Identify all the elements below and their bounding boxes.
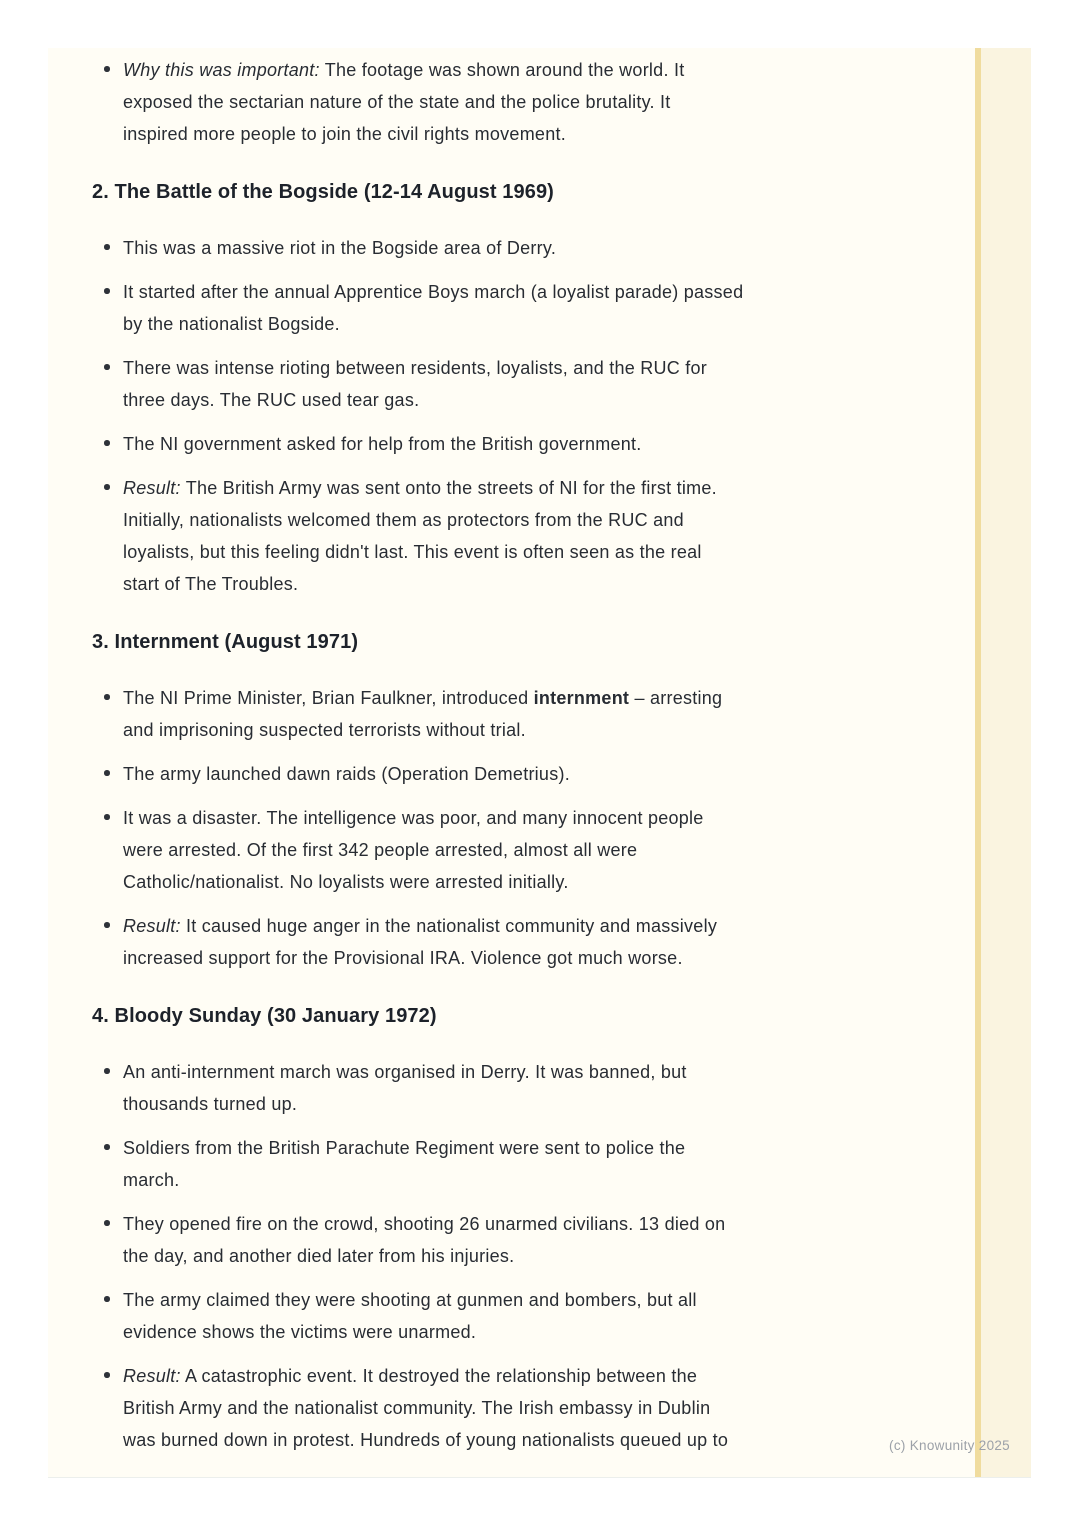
bullet-line	[123, 834, 1031, 866]
bullet-line	[123, 942, 1031, 974]
bullet-line	[123, 118, 1031, 150]
bullet-line	[123, 54, 1031, 86]
bullet-item	[123, 1132, 1031, 1196]
bullet-item	[123, 1284, 1031, 1348]
bullet-dot-icon	[104, 1068, 110, 1074]
bullet-line	[123, 536, 1031, 568]
bullet-dot-icon	[104, 1220, 110, 1226]
bullet-item	[123, 352, 1031, 416]
bullet-dot-icon	[104, 288, 110, 294]
text-segment: The footage was shown around the world. It	[319, 60, 685, 80]
bullet-line	[123, 352, 1031, 384]
text-segment: Soldiers from the British Parachute Regiment were sent to police the	[123, 1138, 686, 1158]
text-segment: British Army and the nationalist community. The Irish embassy in Dublin	[123, 1398, 711, 1418]
bullet-dot-icon	[104, 922, 110, 928]
bullet-dot-icon	[104, 364, 110, 370]
text-segment: was burned down in protest. Hundreds of young nationalists queued up to	[123, 1430, 729, 1450]
bullet-line	[123, 1208, 1031, 1240]
text-segment: The British Army was sent onto the streets of NI for the first time.	[180, 478, 717, 498]
bullet-item	[123, 232, 1031, 264]
text-segment: Result:	[123, 916, 181, 936]
bullet-line	[123, 1360, 1031, 1392]
bullet-item	[123, 428, 1031, 460]
text-segment: Result:	[123, 478, 181, 498]
bullet-list	[92, 232, 1031, 612]
bullet-list	[92, 54, 1031, 162]
text-segment: were arrested. Of the first 342 people arrested, almost all were	[123, 840, 638, 860]
bullet-line	[123, 714, 1031, 746]
text-segment: The NI Prime Minister, Brian Faulkner, introduced	[123, 688, 534, 708]
bullet-line	[123, 1132, 1031, 1164]
text-segment: The army launched dawn raids (Operation Demetrius).	[123, 764, 570, 784]
bullet-dot-icon	[104, 440, 110, 446]
bullet-dot-icon	[104, 694, 110, 700]
bullet-list	[92, 1056, 1031, 1468]
bullet-line	[123, 308, 1031, 340]
bullet-line	[123, 1056, 1031, 1088]
text-segment: march.	[123, 1170, 180, 1190]
bullet-line	[123, 682, 1031, 714]
bullet-dot-icon	[104, 484, 110, 490]
text-segment: This was a massive riot in the Bogside area of Derry.	[123, 238, 557, 258]
text-segment: Why this was important:	[123, 60, 320, 80]
bullet-dot-icon	[104, 1144, 110, 1150]
bullet-item	[123, 1056, 1031, 1120]
bullet-line	[123, 428, 1031, 460]
text-segment: It was a disaster. The intelligence was poor, and many innocent people	[123, 808, 704, 828]
bullet-line	[123, 1164, 1031, 1196]
text-segment: Result:	[123, 1366, 181, 1386]
section-heading: 3. Internment (August 1971)	[92, 631, 359, 653]
bullet-line	[123, 758, 1031, 790]
bullet-dot-icon	[104, 244, 110, 250]
section-heading: 2. The Battle of the Bogside (12-14 August 1969)	[92, 181, 554, 203]
text-segment: the day, and another died later from his injuries.	[123, 1246, 515, 1266]
text-segment: Catholic/nationalist. No loyalists were arrested initially.	[123, 872, 569, 892]
bullet-dot-icon	[104, 1372, 110, 1378]
text-segment: The NI government asked for help from the British government.	[123, 434, 642, 454]
text-segment: increased support for the Provisional IRA. Violence got much worse.	[123, 948, 683, 968]
bullet-dot-icon	[104, 770, 110, 776]
text-segment: A catastrophic event. It destroyed the relationship between the	[180, 1366, 698, 1386]
bullet-item	[123, 910, 1031, 974]
bullet-line	[123, 384, 1031, 416]
bullet-item	[123, 682, 1031, 746]
bullet-line	[123, 866, 1031, 898]
text-segment: There was intense rioting between residents, loyalists, and the RUC for	[123, 358, 708, 378]
document-page	[48, 48, 1031, 1478]
text-segment: loyalists, but this feeling didn't last. This event is often seen as the real	[123, 542, 702, 562]
bullet-item	[123, 802, 1031, 898]
bullet-line	[123, 1392, 1031, 1424]
bullet-line	[123, 276, 1031, 308]
bullet-line	[123, 472, 1031, 504]
bullet-line	[123, 568, 1031, 600]
bullet-dot-icon	[104, 1296, 110, 1302]
text-segment: – arresting	[629, 688, 723, 708]
bullet-list	[92, 682, 1031, 986]
bullet-dot-icon	[104, 814, 110, 820]
text-segment: It caused huge anger in the nationalist community and massively	[180, 916, 718, 936]
bullet-line	[123, 504, 1031, 536]
bullet-item	[123, 758, 1031, 790]
bullet-line	[123, 1088, 1031, 1120]
text-segment: inspired more people to join the civil rights movement.	[123, 124, 566, 144]
bullet-line	[123, 1284, 1031, 1316]
text-segment: start of The Troubles.	[123, 574, 299, 594]
bullet-line	[123, 1316, 1031, 1348]
text-segment: three days. The RUC used tear gas.	[123, 390, 420, 410]
bullet-item	[123, 54, 1031, 150]
bullet-item	[123, 276, 1031, 340]
text-segment: It started after the annual Apprentice Boys march (a loyalist parade) passed	[123, 282, 744, 302]
text-segment: exposed the sectarian nature of the state and the police brutality. It	[123, 92, 671, 112]
text-segment: Initially, nationalists welcomed them as protectors from the RUC and	[123, 510, 684, 530]
text-segment: They opened fire on the crowd, shooting 26 unarmed civilians. 13 died on	[123, 1214, 726, 1234]
bullet-item	[123, 472, 1031, 600]
document-content	[48, 48, 1031, 1468]
watermark: (c) Knowunity 2025	[889, 1438, 1010, 1453]
bullet-item	[123, 1208, 1031, 1272]
text-segment: internment	[533, 688, 630, 708]
bullet-line	[123, 802, 1031, 834]
bullet-line	[123, 86, 1031, 118]
text-segment: and imprisoning suspected terrorists without trial.	[123, 720, 526, 740]
bullet-line	[123, 232, 1031, 264]
text-segment: An anti-internment march was organised in Derry. It was banned, but	[123, 1062, 687, 1082]
bullet-line	[123, 910, 1031, 942]
bullet-line	[123, 1240, 1031, 1272]
section-heading: 4. Bloody Sunday (30 January 1972)	[92, 1005, 437, 1027]
text-segment: by the nationalist Bogside.	[123, 314, 340, 334]
text-segment: thousands turned up.	[123, 1094, 298, 1114]
text-segment: evidence shows the victims were unarmed.	[123, 1322, 477, 1342]
bullet-dot-icon	[104, 66, 110, 72]
text-segment: The army claimed they were shooting at gunmen and bombers, but all	[123, 1290, 697, 1310]
